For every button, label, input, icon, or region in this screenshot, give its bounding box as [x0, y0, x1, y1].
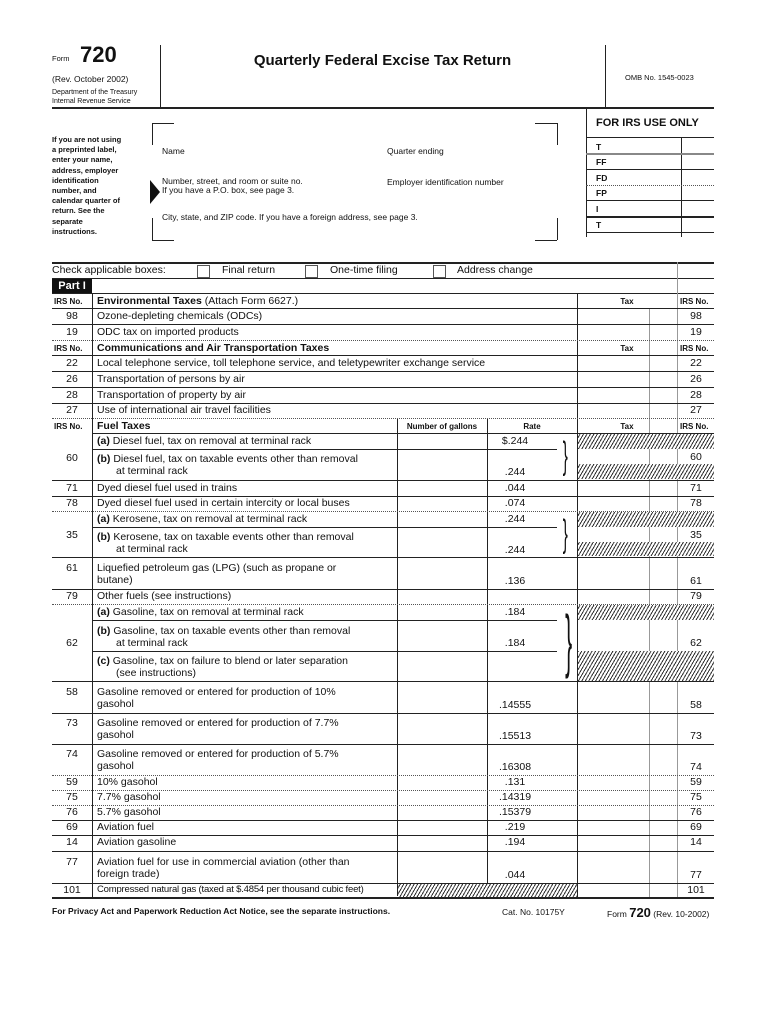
irs-col: [681, 137, 682, 237]
one-time-filing-label: One-time filing: [330, 264, 398, 276]
part-bottom: [52, 293, 714, 294]
check-label: Check applicable boxes:: [52, 264, 166, 276]
bracket-tl: [152, 123, 174, 124]
rate-header: Rate: [523, 422, 541, 431]
bracket-bl-v: [152, 218, 153, 240]
part-rule: [52, 278, 714, 279]
label-instructions: If you are not using a preprinted label, enter your name, address, employer identification number, and calendar quarter of return. See the separate instructions.: [52, 135, 122, 236]
bracket-tr-v: [557, 123, 558, 145]
bracket-br-v: [557, 218, 558, 240]
hatched-cell: [578, 512, 714, 527]
irs-no-header: IRS No.: [54, 422, 83, 431]
comm-section-title: Communications and Air Transportation Taxes: [97, 342, 330, 354]
irs-no-header-right: IRS No.: [680, 422, 709, 431]
brace-icon: }: [565, 601, 573, 679]
tax-header: Tax: [620, 344, 634, 353]
hatched-cell: [578, 542, 714, 556]
quarter-ending-label[interactable]: Quarter ending: [387, 146, 444, 156]
tax-header: Tax: [620, 297, 634, 306]
hatched-cell: [578, 651, 714, 681]
city-field-label[interactable]: City, state, and ZIP code. If you have a foreign address, see page 3.: [162, 212, 418, 222]
revision: (Rev. October 2002): [52, 74, 129, 84]
brace-icon: }: [562, 513, 568, 555]
tax-header: Tax: [620, 422, 634, 431]
hatched-cell: [398, 884, 577, 897]
ein-field-label[interactable]: Employer identification number: [387, 177, 504, 187]
col-gallons: [397, 418, 398, 896]
irs-code: FP: [596, 188, 607, 198]
irs-code: T: [596, 142, 602, 152]
header-rule: [52, 107, 714, 109]
form-title: Quarterly Federal Excise Tax Return: [253, 52, 512, 69]
bracket-bl: [152, 240, 174, 241]
col-cents: [649, 308, 650, 897]
omb-number: OMB No. 1545-0023: [625, 73, 694, 82]
irs-code: FD: [596, 173, 608, 183]
irs-code: T: [596, 220, 602, 230]
bracket-tr: [535, 123, 557, 124]
address-change-checkbox[interactable]: [433, 265, 446, 278]
bracket-br: [535, 240, 557, 241]
footer-form: Form 720 (Rev. 10-2002): [607, 905, 710, 920]
irs-no-header: IRS No.: [54, 344, 83, 353]
irs-no-header: IRS No.: [54, 297, 83, 306]
name-field-label[interactable]: Name: [162, 146, 185, 156]
brace-icon: }: [562, 435, 568, 477]
privacy-notice: For Privacy Act and Paperwork Reduction Act Notice, see the separate instructions.: [52, 906, 391, 916]
irs-code: FF: [596, 157, 607, 167]
hatched-cell: [578, 434, 714, 449]
catalog-number: Cat. No. 10175Y: [502, 907, 565, 917]
gallons-header: Number of gallons: [406, 422, 478, 431]
pointer-arrow-icon: [150, 180, 160, 204]
dept-line1: Department of the Treasury: [52, 89, 138, 96]
street-field-label[interactable]: Number, street, and room or suite no. If you have a P.O. box, see page 3.: [162, 176, 303, 195]
col-irs-left: [92, 293, 93, 897]
final-return-checkbox[interactable]: [197, 265, 210, 278]
env-section-title: Environmental Taxes (Attach Form 6627.): [97, 295, 299, 307]
department: [52, 88, 137, 106]
irs-no-header-right: IRS No.: [680, 344, 709, 353]
bracket-tl-v: [152, 123, 153, 145]
irs-rule: [586, 137, 714, 138]
hatched-cell: [578, 464, 714, 479]
address-change-label: Address change: [457, 264, 533, 276]
one-time-filing-checkbox[interactable]: [305, 265, 318, 278]
irs-code: I: [596, 204, 599, 214]
header-divider-right: [605, 45, 606, 107]
final-return-label: Final return: [222, 264, 276, 276]
part-label: Part I: [52, 279, 92, 293]
dept-line2: Internal Revenue Service: [52, 98, 131, 105]
irs-no-header-right: IRS No.: [680, 297, 709, 306]
fuel-section-title: Fuel Taxes: [97, 420, 151, 432]
form-number: 720: [80, 42, 117, 67]
hatched-cell: [578, 605, 714, 620]
col-tax: [577, 293, 578, 897]
form-label: Form: [52, 54, 70, 63]
irs-use-title: FOR IRS USE ONLY: [596, 117, 699, 129]
